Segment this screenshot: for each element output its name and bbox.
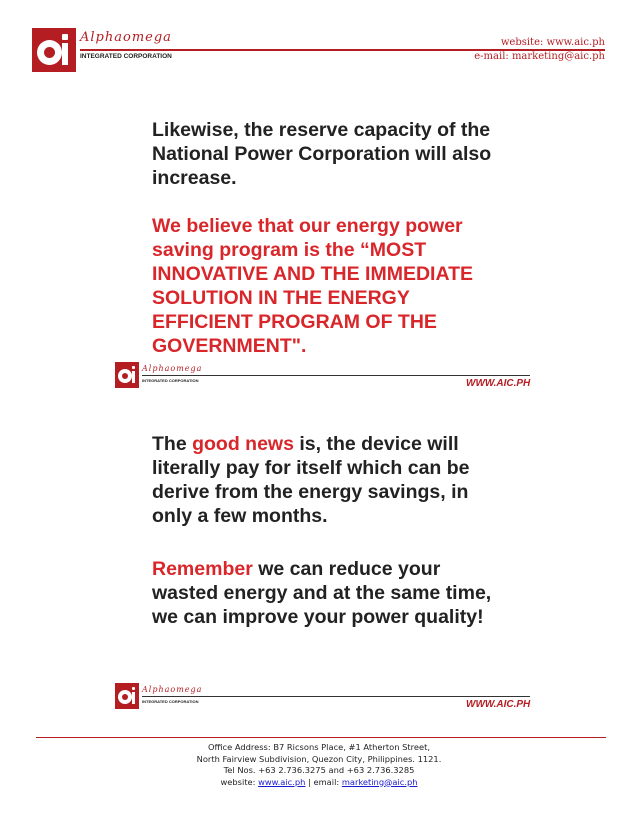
slide2-paragraph-1 — [152, 432, 512, 528]
slide1-paragraph-1: Likewise, the reserve capacity of the National Power Corporation will also increase. — [152, 119, 492, 189]
footer-separator: | email: — [305, 776, 342, 787]
header-contact — [474, 37, 605, 62]
header-email-link[interactable]: marketing@aic.ph — [511, 51, 605, 62]
slide2-logo-icon — [115, 683, 139, 709]
header-website-link[interactable]: www.aic.ph — [546, 37, 605, 48]
slide2-logo-brand: Alphaomega — [142, 685, 203, 694]
footer-email-link[interactable]: marketing@aic.ph — [341, 776, 418, 787]
slide1-logo-sub: INTEGRATED CORPORATION — [142, 378, 199, 383]
slide1-url-tag: WWW.AIC.PH — [466, 378, 531, 389]
slide2-text-pre: The — [152, 433, 193, 455]
slide2-logo-rule — [142, 696, 530, 697]
footer-rule — [36, 737, 606, 738]
slide2-text-remember-post: we can reduce your wasted energy and at the same time, we can improve your power quality! — [152, 558, 492, 628]
slide1-paragraph-2: We believe that our energy power saving program is the “MOST INNOVATIVE AND THE IMMEDIATE SOLUTION IN THE ENERGY EFFICIENT PROGRAM OF THE GOVERNMENT". — [152, 215, 474, 357]
brand-name: Alphaomega — [80, 30, 172, 45]
website-label: website: — [500, 37, 544, 48]
slide2-highlight-good-news: good news — [192, 433, 294, 455]
footer-website-link[interactable]: www.aic.ph — [258, 776, 306, 787]
footer-website-label: website: — [220, 776, 259, 787]
slide1-logo-icon — [115, 362, 139, 388]
slide2-logo-sub: INTEGRATED CORPORATION — [142, 699, 199, 704]
footer-line-4 — [0, 777, 638, 789]
slide2-url-tag: WWW.AIC.PH — [466, 699, 531, 710]
slide1-logo-brand: Alphaomega — [142, 364, 203, 373]
brand-subtitle: INTEGRATED CORPORATION — [80, 53, 172, 60]
footer-address — [0, 742, 638, 788]
email-label: e-mail: — [474, 51, 509, 62]
slide2-highlight-remember: Remember — [152, 558, 253, 580]
slide2-paragraph-2 — [152, 557, 497, 629]
logo-mark-icon — [32, 28, 76, 72]
slide1-logo-rule — [142, 375, 530, 376]
slide2-text-post: is, the device will literally pay for itself which can be derive from the energy savings, in only a few months. — [152, 433, 470, 527]
footer-line-3: Tel Nos. +63 2.736.3275 and +63 2.736.3285 — [223, 765, 415, 775]
footer-line-2: North Fairview Subdivision, Quezon City, Philippines. 1121. — [196, 753, 442, 764]
footer-line-1: Office Address: B7 Ricsons Place, #1 Atherton Street, — [207, 742, 431, 752]
